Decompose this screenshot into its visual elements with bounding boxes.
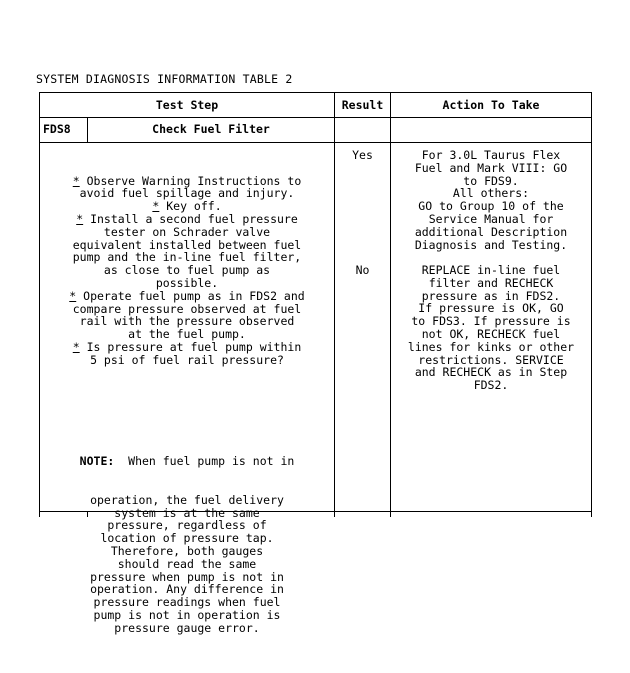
note-block [40,430,334,660]
test-step-line-text: equivalent installed between fuel [72,237,302,252]
result-yes: Yes [352,148,373,162]
test-step-line-text: Install a second fuel pressure [83,211,298,226]
bullet-star: * [76,211,84,226]
table-right-border [591,92,592,517]
action-no-line: not OK, RECHECK fuel [421,326,561,341]
action-yes-line: additional Description [414,224,568,239]
row-code: FDS8 [43,122,71,136]
test-step-line-text: avoid fuel spillage and injury. [79,186,295,201]
test-step-line-text: tester on Schrader valve [103,224,271,239]
note-line: pressure readings when fuel [93,595,281,610]
note-line: pressure, regardless of [107,518,267,533]
action-yes [391,149,591,251]
test-step-text [40,149,334,673]
test-step-lines [40,175,334,367]
note-line: should read the same [117,556,257,571]
note-lines [40,494,334,635]
note-first-text: When fuel pump is not in [114,454,295,469]
test-step-line-text: compare pressure observed at fuel [72,301,302,316]
note-line: system is at the same [114,505,260,520]
action-no [391,264,591,392]
test-step-line-text: rail with the pressure observed [79,314,295,329]
note-label: NOTE: [79,454,115,469]
action-yes-line: Diagnosis and Testing. [414,237,568,252]
test-step-line-text: pump and the in-line fuel filter, [72,250,302,265]
note-line: pressure gauge error. [114,620,260,635]
action-no-line: pressure as in FDS2. [421,288,561,303]
action-yes-line: to FDS9. [463,173,519,188]
header-action: Action To Take [442,98,540,112]
test-step-line-text: Observe Warning Instructions to [79,173,302,188]
note-line: Therefore, both gauges [110,543,264,558]
action-no-line: to FDS3. If pressure is [411,314,571,329]
action-yes-line: All others: [452,186,530,201]
note-line: pressure when pump is not in [90,569,284,584]
bullet-star: * [69,288,77,303]
row-title: Check Fuel Filter [152,122,270,136]
test-step-line [40,354,334,367]
action-no-line: REPLACE in-line fuel [421,263,561,277]
test-step-line-text: possible. [155,275,219,290]
note-line: operation, the fuel delivery [90,492,284,507]
note-first-line [40,455,334,468]
action-yes-line: For 3.0L Taurus Flex [421,148,561,162]
test-step-line-text: Operate fuel pump as in FDS2 and [76,288,305,303]
note-line: operation. Any difference in [90,582,284,597]
header-bottom-border [39,117,592,118]
table-top-border [39,92,592,93]
result-no: No [355,263,370,277]
spacer [40,392,334,404]
action-no-line: If pressure is OK, GO [418,301,564,316]
action-no-line: restrictions. SERVICE [418,352,564,367]
test-step-line-text: as close to fuel pump as [103,263,271,278]
action-yes-line: GO to Group 10 of the [418,199,564,214]
bullet-star: * [152,199,160,214]
test-step-line-text: 5 psi of fuel rail pressure? [90,352,284,367]
action-yes-line: Service Manual for [428,211,554,226]
note-line: location of pressure tap. [100,531,274,546]
action-no-line: filter and RECHECK [428,275,554,290]
action-yes-line: Fuel and Mark VIII: GO [414,160,568,175]
document-title: SYSTEM DIAGNOSIS INFORMATION TABLE 2 [36,72,293,86]
action-no-line: lines for kinks or other [407,339,575,354]
header-result: Result [341,98,384,112]
test-step-line-text: Key off. [159,199,222,214]
note-line: pump is not in operation is [93,607,281,622]
row-title-bottom-border [39,142,592,143]
test-step-line-text: Is pressure at fuel pump within [79,339,302,354]
action-no-line: FDS2. [473,378,509,393]
bullet-star: * [72,339,80,354]
header-test-step: Test Step [155,98,219,112]
bullet-star: * [72,173,80,188]
action-no-line: and RECHECK as in Step [414,365,568,380]
test-step-line-text: at the fuel pump. [128,327,246,342]
